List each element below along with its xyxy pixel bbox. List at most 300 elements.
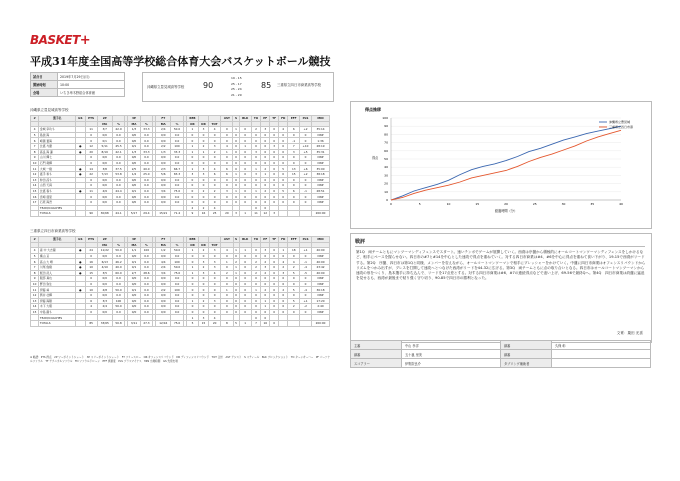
official-value: 伊集院良介 [402, 359, 501, 368]
x-tick-label: 15 [475, 202, 480, 206]
commentary-heading: 戦評 [355, 239, 366, 245]
stats-header-cell: TOT [208, 242, 220, 248]
stat-cell: 5/6 [156, 171, 171, 177]
stat-cell: 22 [85, 171, 97, 177]
stat-cell: ● [76, 248, 86, 254]
stat-cell: 25 [208, 211, 220, 217]
stat-cell: 0 [288, 292, 300, 298]
stat-cell: 4 [279, 259, 288, 265]
stat-cell: 2 [279, 287, 288, 293]
stat-cell: 2 [199, 264, 209, 270]
stat-cell: 0/0 [156, 276, 171, 282]
stats-header-cell: % [171, 121, 183, 127]
stat-cell: 6 [31, 138, 39, 144]
stat-cell: 24 [85, 248, 97, 254]
player-name: 服部 真也 [39, 276, 76, 282]
stat-cell: 0.0 [171, 194, 183, 200]
stat-cell: ● [76, 149, 86, 155]
stat-cell: 0 [85, 160, 97, 166]
stat-cell: 0 [251, 276, 261, 282]
stat-cell: 0/0 [97, 177, 112, 183]
stats-header-cell: MA [97, 242, 112, 248]
stat-cell: 42.9 [112, 127, 124, 133]
stat-cell: 0 [85, 281, 97, 287]
stat-cell: 0 [186, 199, 198, 205]
stat-cell: 0 [208, 287, 220, 293]
stats-header-cell: EFF [288, 116, 300, 122]
stat-cell: 3 [208, 298, 220, 304]
stat-cell: 0 [251, 138, 260, 144]
stat-cell [288, 211, 300, 217]
stat-cell: 0 [239, 281, 251, 287]
stat-cell: 0 [186, 132, 198, 138]
stat-cell: 0/0 [156, 132, 171, 138]
stat-cell: 50.0 [171, 264, 183, 270]
stat-cell: 0 [208, 276, 220, 282]
quarter-score: 25 - 17 [231, 81, 242, 86]
y-tick-label: 60 [384, 148, 388, 153]
stat-cell: ● [76, 143, 86, 149]
official-label: 副審 [501, 341, 552, 350]
stat-cell: 2/7 [128, 270, 140, 276]
stats-header-cell: BLK [239, 116, 251, 122]
player-name: 伊藤 舜 [39, 287, 76, 293]
stat-cell: 0 [239, 177, 251, 183]
stat-cell: 45.5 [112, 143, 124, 149]
player-name: 中島 龍斗 [39, 309, 76, 315]
stat-cell: 3 [288, 149, 300, 155]
stat-cell: 0 [261, 315, 270, 321]
stat-cell: 0 [208, 199, 220, 205]
stat-cell: ● [76, 270, 86, 276]
stat-cell: 7 [288, 143, 300, 149]
x-tick-label: 20 [504, 202, 508, 206]
stat-cell: 5 [288, 270, 300, 276]
player-name: TEAM/COACHES [39, 315, 76, 321]
stat-cell: 3 [270, 143, 279, 149]
stat-cell: 4/8 [97, 287, 112, 293]
stat-cell: 0 [288, 160, 300, 166]
stats-header-cell: MA [156, 242, 171, 248]
stat-cell: 0 [208, 281, 220, 287]
stat-cell: 16 [199, 211, 209, 217]
stat-cell: 0 [270, 183, 279, 189]
player-name: TOTALS [39, 211, 76, 217]
stat-cell: 2/4 [97, 304, 112, 310]
stat-cell: 0 [239, 127, 251, 133]
player-name: 横山 亘 [39, 253, 76, 259]
stat-cell: 0 [233, 183, 239, 189]
stats-header-cell: AST [221, 237, 233, 243]
stat-cell: 4 [208, 270, 220, 276]
stats-header-cell: PF [261, 237, 270, 243]
stat-cell: 4 [85, 304, 97, 310]
stat-cell: 0 [279, 138, 288, 144]
y-tick-label: 50 [384, 157, 388, 161]
stat-cell: 3 [221, 188, 233, 194]
stat-cell: 66.7 [171, 166, 183, 172]
stat-cell [31, 320, 39, 326]
stat-cell: 0 [251, 160, 260, 166]
stat-cell: 2 [233, 259, 239, 265]
stat-cell: 0 [221, 127, 233, 133]
stats-header-cell: % [112, 242, 124, 248]
stat-cell: DNP [311, 253, 329, 259]
stat-cell: 0 [186, 177, 198, 183]
stats-header-cell: REB [186, 237, 198, 243]
player-name: 比嘉 与磨 [39, 143, 76, 149]
stat-cell: 4/10 [97, 264, 112, 270]
team-b-stats-table [30, 236, 330, 327]
stat-cell: 0 [208, 194, 220, 200]
info-value: 10:00 [58, 81, 125, 89]
stat-cell: ● [76, 264, 86, 270]
stat-cell: 0/0 [128, 155, 140, 161]
stat-cell: 0/0 [97, 253, 112, 259]
stat-cell: 0 [186, 138, 198, 144]
stat-cell: 0.0 [112, 155, 124, 161]
stats-header-cell: MA [97, 121, 112, 127]
stat-cell: -1 [300, 188, 312, 194]
stat-cell: 0 [270, 304, 279, 310]
stat-cell: 3 [251, 171, 260, 177]
stat-cell: 100 [171, 143, 183, 149]
team-a-name: 沖縄県立豊見城高等学校 [147, 85, 185, 89]
stat-cell: 4 [208, 315, 220, 321]
stat-cell: 0 [279, 183, 288, 189]
y-tick-label: 0 [386, 198, 388, 202]
stat-cell: 0 [300, 194, 312, 200]
player-name: 比嘉 春斗 [39, 188, 76, 194]
stat-cell: 2 [288, 304, 300, 310]
stat-cell: 0.0 [112, 183, 124, 189]
stat-cell: 0.0 [171, 309, 183, 315]
info-label: 試合日 [31, 73, 58, 81]
stat-cell: 0 [208, 292, 220, 298]
stat-cell: 0 [85, 199, 97, 205]
stat-cell: 0 [239, 194, 251, 200]
stat-cell: 2 [251, 259, 261, 265]
stat-cell: 0 [270, 253, 279, 259]
stat-cell: 0/0 [128, 304, 140, 310]
stat-cell: 0.0 [140, 309, 152, 315]
stat-cell: 35:31 [311, 149, 329, 155]
player-name: TEAM/COACHES [39, 205, 76, 211]
stat-cell: 0 [208, 253, 220, 259]
stat-cell: 1 [233, 248, 239, 254]
stat-cell: DNP [311, 177, 329, 183]
stat-cell: 0 [270, 281, 279, 287]
stat-cell: 0 [279, 199, 288, 205]
stat-cell: 33/65 [97, 320, 112, 326]
stat-cell: 0 [233, 138, 239, 144]
stat-cell: 0 [199, 304, 209, 310]
stat-cell: 6 [221, 166, 233, 172]
stat-cell: 2 [288, 264, 300, 270]
stat-cell: 0.0 [140, 292, 152, 298]
legend-label: 三重県立四日市商 [609, 125, 634, 130]
stat-cell: 0 [239, 188, 251, 194]
stat-cell: 12/16 [156, 320, 171, 326]
stat-cell: 0 [233, 143, 239, 149]
team-a-score: 90 [203, 81, 214, 90]
stat-cell: 0 [208, 304, 220, 310]
stats-header-cell: PTS [85, 116, 97, 122]
stat-cell: 0 [233, 199, 239, 205]
stat-cell: 0.0 [171, 160, 183, 166]
stat-cell: 0/0 [156, 298, 171, 304]
stats-header-cell: 選手名 [39, 116, 76, 122]
stat-cell: 0 [288, 199, 300, 205]
stat-cell: 0.0 [171, 199, 183, 205]
stat-cell: 0 [261, 143, 270, 149]
stat-cell: +2 [300, 171, 312, 177]
stats-header-cell: % [112, 121, 124, 127]
official-label: スコアラー [351, 359, 402, 368]
stat-cell: 0 [199, 160, 209, 166]
stat-cell: 1 [251, 188, 260, 194]
stat-cell: 10 [85, 287, 97, 293]
stat-cell: 2 [251, 270, 261, 276]
stat-cell: 1 [221, 259, 233, 265]
stat-cell: 0.0 [140, 287, 152, 293]
stat-cell: 0 [288, 155, 300, 161]
stat-cell: 0/0 [128, 253, 140, 259]
stat-cell: 0 [208, 132, 220, 138]
stat-cell: 1/4 [128, 171, 140, 177]
stat-cell: 0 [199, 253, 209, 259]
stat-cell: 1 [186, 298, 198, 304]
player-name: TOTALS [39, 320, 76, 326]
stat-cell: 5/17 [128, 211, 140, 217]
player-name: 石原 海吾 [39, 199, 76, 205]
stat-cell: 0.0 [140, 194, 152, 200]
stat-cell: 0 [270, 160, 279, 166]
stat-cell: 0 [279, 276, 288, 282]
stat-cell: 3 [199, 171, 209, 177]
stat-cell: 4/9 [97, 188, 112, 194]
stat-cell: 0 [270, 188, 279, 194]
stat-cell: 0 [239, 276, 251, 282]
stat-cell [300, 320, 312, 326]
stat-cell: 0/0 [97, 155, 112, 161]
stat-cell: 0 [261, 281, 270, 287]
info-label: 開始時刻 [31, 81, 58, 89]
stat-cell: 3 [208, 248, 220, 254]
stat-cell: 0 [300, 281, 312, 287]
commentary-author: 文責：栗田 光喜 [616, 331, 643, 335]
stat-cell: 0 [221, 199, 233, 205]
stat-cell: 2/4 [156, 264, 171, 270]
y-tick-label: 100 [382, 116, 388, 120]
stat-cell: 0 [270, 298, 279, 304]
stat-cell: 0 [288, 276, 300, 282]
info-value: いちき串木野総合体育館 [58, 89, 125, 97]
stat-cell: 0 [251, 143, 260, 149]
stat-cell: 0 [251, 315, 261, 321]
stat-cell: 27.3 [140, 320, 152, 326]
stat-cell: 1 [239, 248, 251, 254]
stat-cell: 1 [261, 171, 270, 177]
stat-cell: 5/11 [97, 143, 112, 149]
stat-cell: 4 [221, 248, 233, 254]
stat-cell: ● [76, 287, 86, 293]
stat-cell: 0 [199, 194, 209, 200]
stat-cell: 3 [199, 166, 209, 172]
stat-cell: 1/2 [156, 248, 171, 254]
stat-cell: 0 [186, 183, 198, 189]
stat-cell: 0 [239, 183, 251, 189]
stat-cell: 1 [186, 149, 198, 155]
stat-cell: 0 [199, 276, 209, 282]
stat-cell: 0 [279, 155, 288, 161]
stats-header-cell: PF [261, 116, 270, 122]
stat-cell: 0 [279, 143, 288, 149]
stat-cell: 1 [186, 270, 198, 276]
stat-cell: 5 [279, 188, 288, 194]
stat-cell: 3 [261, 127, 270, 133]
stat-cell: 5 [31, 253, 39, 259]
stat-cell: 0 [239, 132, 251, 138]
stat-cell: 15 [85, 270, 97, 276]
stat-cell: 0 [251, 194, 260, 200]
stat-cell: 0 [186, 281, 198, 287]
y-tick-label: 10 [384, 189, 388, 194]
stat-cell: 0.0 [140, 281, 152, 287]
player-name: 高山 大 晴 [39, 259, 76, 265]
stat-cell: 6 [85, 298, 97, 304]
stat-cell: ● [76, 188, 86, 194]
stat-cell: 16 [31, 194, 39, 200]
stat-cell: 0/1 [97, 138, 112, 144]
stat-cell: 0 [288, 281, 300, 287]
info-value: 2019年7月29日(月) [58, 73, 125, 81]
stats-header-cell: % [140, 242, 152, 248]
stat-cell: 0 [239, 292, 251, 298]
basket-logo: BASKET+ [30, 33, 91, 48]
stat-cell: 0.0 [140, 160, 152, 166]
stat-cell: 6/13 [97, 259, 112, 265]
stat-cell: 28:19 [311, 143, 329, 149]
stat-cell: ● [76, 166, 86, 172]
stat-cell: 0 [239, 298, 251, 304]
stat-cell: 0 [221, 292, 233, 298]
stats-header-cell: DR [199, 242, 209, 248]
stat-cell: 50.0 [171, 127, 183, 133]
stat-cell: 0/0 [156, 281, 171, 287]
stat-cell: 0 [186, 160, 198, 166]
player-name: 宮崎 亜里 [39, 194, 76, 200]
stat-cell: 12 [85, 143, 97, 149]
stat-cell: 0/0 [97, 160, 112, 166]
stat-cell: 0.0 [112, 199, 124, 205]
stat-cell: 0 [221, 132, 233, 138]
stat-cell: 0/0 [128, 160, 140, 166]
stat-cell: 2/2 [156, 143, 171, 149]
stat-cell: 40.0 [112, 264, 124, 270]
stat-cell: 0 [270, 270, 279, 276]
stat-cell: 0 [270, 138, 279, 144]
stat-cell: 0 [279, 177, 288, 183]
stats-header-cell: FD [279, 237, 288, 243]
stat-cell: 0/0 [156, 138, 171, 144]
stat-cell: -1 [300, 259, 312, 265]
stat-cell: 0 [239, 155, 251, 161]
stats-header-cell: % [140, 121, 152, 127]
official-value: 久保 彰 [552, 341, 651, 350]
stat-cell: 3 [261, 264, 270, 270]
stat-cell: 7 [251, 320, 261, 326]
stat-cell: 0 [261, 309, 270, 315]
stat-cell: 0 [300, 253, 312, 259]
stat-cell: 0 [288, 183, 300, 189]
stat-cell: 1 [279, 248, 288, 254]
stat-cell: 2 [251, 264, 261, 270]
stat-cell: 37.5 [112, 166, 124, 172]
stat-cell: 83.3 [171, 171, 183, 177]
stat-cell: 0 [239, 160, 251, 166]
stats-header-cell: OR [186, 121, 198, 127]
stat-cell: +5 [300, 149, 312, 155]
stat-cell: 7 [31, 143, 39, 149]
stat-cell: 0 [233, 304, 239, 310]
stat-cell: 0/1 [128, 143, 140, 149]
stats-header-cell: PLS [300, 116, 312, 122]
stat-cell: 0 [270, 276, 279, 282]
stat-cell: 2 [208, 188, 220, 194]
stat-cell: 0 [270, 177, 279, 183]
stat-cell: 0 [199, 199, 209, 205]
stat-cell: 0.0 [140, 264, 152, 270]
stat-cell: 0/0 [156, 183, 171, 189]
stat-cell: 0/0 [128, 132, 140, 138]
stat-cell: 0 [239, 171, 251, 177]
stat-cell: 0 [261, 160, 270, 166]
stat-cell: 200:00 [311, 320, 329, 326]
stat-cell: -4 [300, 264, 312, 270]
stat-cell: 1 [186, 315, 198, 321]
stat-cell: 0.0 [112, 253, 124, 259]
stat-cell: 0 [221, 264, 233, 270]
stats-header-cell: TO [251, 116, 260, 122]
stat-cell: DNP [311, 155, 329, 161]
stat-cell: 3 [233, 211, 239, 217]
stat-cell: 0 [85, 177, 97, 183]
stat-cell: 1 [233, 264, 239, 270]
stat-cell: 90 [85, 211, 97, 217]
stat-cell: 1 [186, 248, 198, 254]
stat-cell: 3 [261, 248, 270, 254]
stat-cell: 4 [208, 205, 220, 211]
stat-cell: 1 [186, 127, 198, 133]
stat-cell: 0.0 [171, 276, 183, 282]
stat-cell: 0 [251, 177, 260, 183]
stat-cell: 0 [208, 155, 220, 161]
stat-cell: 11 [31, 166, 39, 172]
stat-cell: 0 [186, 292, 198, 298]
stat-cell: 0 [233, 155, 239, 161]
stat-cell: 0 [270, 259, 279, 265]
stat-cell: 16 [261, 320, 270, 326]
stat-cell: 1 [233, 270, 239, 276]
stat-cell: 28:51 [311, 188, 329, 194]
y-tick-label: 30 [384, 173, 388, 178]
stat-cell: 0 [233, 287, 239, 293]
stat-cell: 2 [186, 205, 198, 211]
officials-table [350, 340, 651, 368]
stat-cell: 13 [288, 166, 300, 172]
stat-cell: 0 [261, 149, 270, 155]
